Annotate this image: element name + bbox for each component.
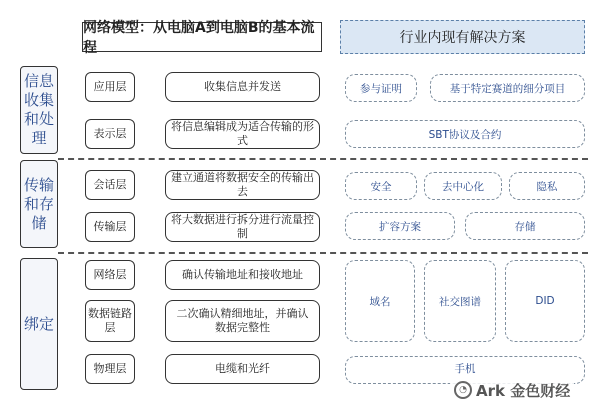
solutions-title: 行业内现有解决方案	[340, 20, 585, 54]
layer-network: 网络层	[85, 260, 135, 290]
group-collect-process: 信息 收集 和处 理	[20, 66, 58, 154]
layer-presentation: 表示层	[85, 119, 135, 149]
model-title: 网络模型：从电脑A到电脑B的基本流程	[82, 22, 322, 52]
solution-sbt-protocol: SBT协议及合约	[345, 120, 585, 148]
solution-scaling: 扩容方案	[345, 212, 455, 240]
solution-phone: 手机	[345, 356, 585, 384]
separator-2	[58, 252, 588, 254]
layer-transport: 传输层	[85, 212, 135, 242]
solution-social-graph: 社交图谱	[424, 260, 496, 342]
flow-transport: 将大数据进行拆分进行流量控制	[165, 212, 320, 242]
flow-physical: 电缆和光纤	[165, 354, 320, 384]
solution-proof-of-participation: 参与证明	[345, 74, 417, 102]
flow-presentation: 将信息编辑成为适合传输的形式	[165, 119, 320, 149]
flow-network: 确认传输地址和接收地址	[165, 260, 320, 290]
solution-privacy: 隐私	[509, 172, 585, 200]
solution-decentralization: 去中心化	[424, 172, 502, 200]
watermark	[450, 380, 574, 400]
separator-1	[58, 158, 588, 160]
layer-session: 会话层	[85, 170, 135, 200]
group-transfer-storage: 传输 和存 储	[20, 160, 58, 248]
solution-niche-projects: 基于特定赛道的细分项目	[430, 74, 585, 102]
flow-data-link: 二次确认精细地址，并确认 数据完整性	[165, 300, 320, 342]
flow-session: 建立通道将数据安全的传输出去	[165, 170, 320, 200]
solution-security: 安全	[345, 172, 417, 200]
flow-application: 收集信息并发送	[165, 72, 320, 102]
solution-did: DID	[505, 260, 585, 342]
layer-physical: 物理层	[85, 354, 135, 384]
wechat-icon: ◔	[454, 381, 472, 399]
watermark-text: Ark 金色财经	[476, 381, 571, 400]
layer-application: 应用层	[85, 72, 135, 102]
group-binding: 绑定	[20, 258, 58, 390]
solution-storage: 存储	[465, 212, 585, 240]
solution-domain-name: 域名	[345, 260, 415, 342]
layer-data-link: 数据链路 层	[85, 300, 135, 342]
